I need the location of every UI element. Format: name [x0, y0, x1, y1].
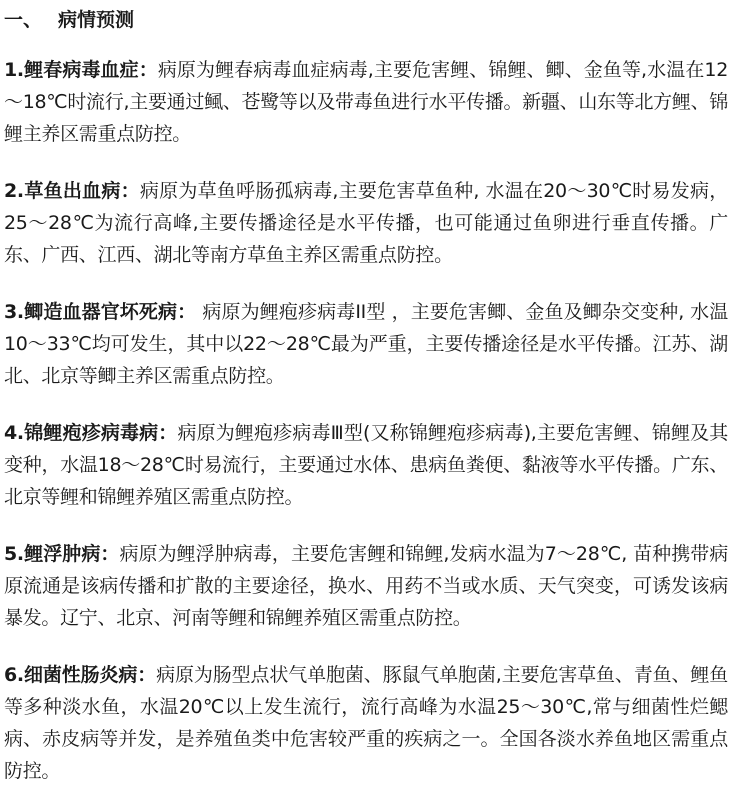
disease-paragraph-6 — [4, 659, 728, 787]
disease-body: 病原为鲤浮肿病毒，主要危害鲤和锦鲤,发病水温为7～28℃, 苗种携带病原流通是该病传播和扩散的主要途径，换水、用药不当或水质、天气突变，可诱发该病暴发。辽宁、北京、河南等鲤和锦鲤养殖区需重点防控。 — [4, 543, 728, 629]
section-title: 病情预测 — [58, 9, 135, 31]
disease-paragraph-1 — [4, 54, 728, 150]
disease-body: 病原为草鱼呼肠孤病毒,主要危害草鱼种, 水温在20～30℃时易发病，25～28℃为流行高峰,主要传播途径是水平传播，也可能通过鱼卵进行垂直传播。广东、广西、江西、湖北等南方草鱼主养区需重点防控。 — [4, 180, 728, 266]
disease-body: 病原为鲤疱疹病毒Ⅲ型(又称锦鲤疱疹病毒),主要危害鲤、锦鲤及其变种，水温18～28℃时易流行，主要通过水体、患病鱼粪便、黏液等水平传播。广东、北京等鲤和锦鲤养殖区需重点防控。 — [4, 422, 728, 508]
disease-paragraph-5 — [4, 538, 728, 634]
disease-paragraph-2 — [4, 175, 728, 271]
disease-title: 4.锦鲤疱疹病毒病： — [4, 422, 178, 444]
section-heading — [4, 6, 728, 34]
article — [4, 6, 728, 812]
disease-title: 6.细菌性肠炎病： — [4, 664, 157, 686]
disease-title: 3.鲫造血器官坏死病： — [4, 301, 197, 323]
disease-title: 2.草鱼出血病： — [4, 180, 140, 202]
disease-title: 5.鲤浮肿病： — [4, 543, 120, 565]
disease-title: 1.鲤春病毒血症： — [4, 59, 158, 81]
disease-body: 病原为肠型点状气单胞菌、豚鼠气单胞菌,主要危害草鱼、青鱼、鲤鱼等多种淡水鱼，水温20℃以上发生流行，流行高峰为水温25～30℃,常与细菌性烂鳃病、赤皮病等并发，是养殖鱼类中危害较严重的疾病之一。全国各淡水养鱼地区需重点防控。 — [4, 664, 728, 782]
disease-body: 病原为鲤春病毒血症病毒,主要危害鲤、锦鲤、鲫、金鱼等,水温在12～18℃时流行,主要通过鲺、苍鹭等以及带毒鱼进行水平传播。新疆、山东等北方鲤、锦鲤主养区需重点防控。 — [4, 59, 728, 145]
disease-paragraph-4 — [4, 417, 728, 513]
disease-body: 病原为鲤疱疹病毒II型 ，主要危害鲫、金鱼及鲫杂交变种, 水温10～33℃均可发生，其中以22～28℃最为严重，主要传播途径是水平传播。江苏、湖北、北京等鲫主养区需重点防控。 — [4, 301, 728, 387]
disease-paragraph-3 — [4, 296, 728, 392]
section-number: 一、 — [4, 9, 43, 31]
